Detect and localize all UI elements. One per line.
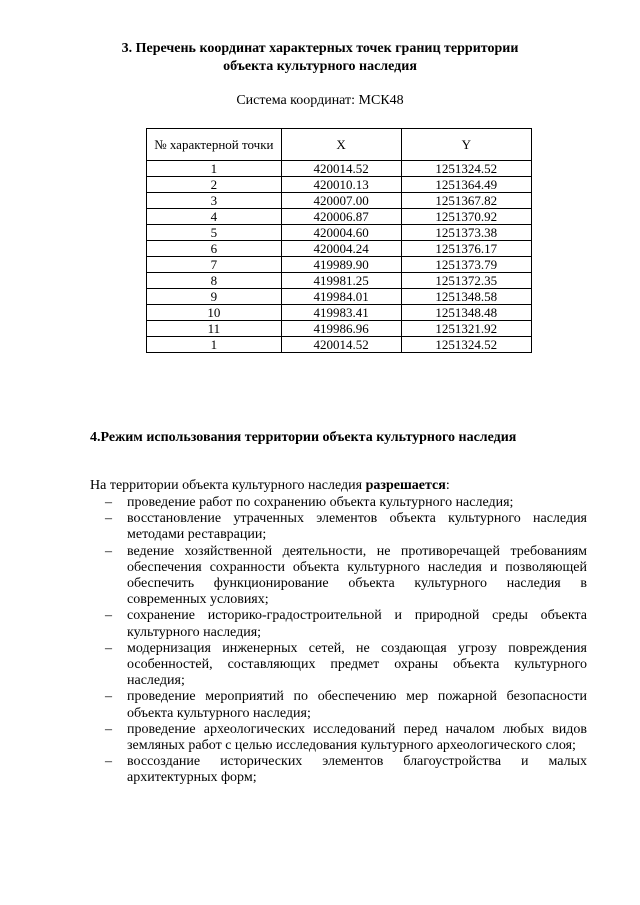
list-item: – проведение работ по сохранению объекта культурного наследия; — [90, 495, 587, 511]
table-row — [147, 289, 532, 305]
table-row — [147, 305, 532, 321]
header-x: X — [281, 129, 401, 161]
header-y: Y — [401, 129, 531, 161]
list-item: – проведение мероприятий по обеспечению мер пожарной безопасности объекта культурного наследия; — [90, 689, 587, 721]
table-row — [147, 177, 532, 193]
cell-point-number: 8 — [147, 273, 282, 289]
cell-point-number: 1 — [147, 161, 282, 177]
cell-x: 419983.41 — [281, 305, 401, 321]
cell-x: 419981.25 — [281, 273, 401, 289]
cell-y: 1251376.17 — [401, 241, 531, 257]
section-4-title: 4.Режим использования территории объекта культурного наследия — [90, 430, 517, 445]
list-item: – сохранение историко-градостроительной и природной среды объекта культурного наследия; — [90, 608, 587, 640]
cell-x: 420004.60 — [281, 225, 401, 241]
cell-point-number: 1 — [147, 337, 282, 353]
permit-intro-tail: : — [445, 478, 450, 493]
cell-y: 1251348.48 — [401, 305, 531, 321]
cell-x: 420014.52 — [281, 337, 401, 353]
cell-y: 1251348.58 — [401, 289, 531, 305]
cell-x: 419986.96 — [281, 321, 401, 337]
cell-point-number: 5 — [147, 225, 282, 241]
coordinates-table — [146, 128, 532, 353]
table-row — [147, 209, 532, 225]
coordinate-system-label: Система координат: МСК48 — [236, 93, 404, 108]
table-row — [147, 193, 532, 209]
cell-point-number: 7 — [147, 257, 282, 273]
table-row — [147, 241, 532, 257]
cell-y: 1251373.38 — [401, 225, 531, 241]
cell-x: 419984.01 — [281, 289, 401, 305]
cell-y: 1251324.52 — [401, 337, 531, 353]
cell-y: 1251372.35 — [401, 273, 531, 289]
permit-intro-bold: разрешается — [365, 478, 446, 493]
table-row — [147, 257, 532, 273]
list-item: – модернизация инженерных сетей, не создающая угрозу повреждения особенностей, составляющих предмет охраны объекта культурного наследия; — [90, 641, 587, 690]
cell-y: 1251367.82 — [401, 193, 531, 209]
list-item: – ведение хозяйственной деятельности, не противоречащей требованиям обеспечения сохранности объекта культурного наследия и позволяющей обеспечить функционирование объекта культурного наследия в современных условиях; — [90, 544, 587, 609]
cell-y: 1251373.79 — [401, 257, 531, 273]
table-row — [147, 273, 532, 289]
cell-x: 420014.52 — [281, 161, 401, 177]
permit-intro — [90, 478, 590, 494]
cell-x: 420010.13 — [281, 177, 401, 193]
table-row — [147, 321, 532, 337]
section-3-title: 3. Перечень координат характерных точек границ территории объекта культурного наследия — [121, 41, 519, 74]
table-row — [147, 225, 532, 241]
cell-point-number: 6 — [147, 241, 282, 257]
permitted-activities-list — [90, 495, 587, 787]
cell-y: 1251321.92 — [401, 321, 531, 337]
list-item: – проведение археологических исследований перед началом любых видов земляных работ с целью исследования культурного археологического слоя; — [90, 722, 587, 754]
cell-x: 419989.90 — [281, 257, 401, 273]
header-point-number: № характерной точки — [147, 129, 282, 161]
table-row — [147, 161, 532, 177]
list-item: – восстановление утраченных элементов объекта культурного наследия методами реставрации; — [90, 511, 587, 543]
cell-point-number: 2 — [147, 177, 282, 193]
cell-y: 1251364.49 — [401, 177, 531, 193]
table-row — [147, 337, 532, 353]
list-item: – воссоздание исторических элементов благоустройства и малых архитектурных форм; — [90, 754, 587, 786]
cell-point-number: 9 — [147, 289, 282, 305]
cell-y: 1251324.52 — [401, 161, 531, 177]
permit-intro-text: На территории объекта культурного наследия — [90, 478, 366, 493]
cell-point-number: 10 — [147, 305, 282, 321]
table-header-row — [147, 129, 532, 161]
cell-x: 420004.24 — [281, 241, 401, 257]
cell-x: 420007.00 — [281, 193, 401, 209]
cell-x: 420006.87 — [281, 209, 401, 225]
cell-point-number: 4 — [147, 209, 282, 225]
cell-point-number: 11 — [147, 321, 282, 337]
cell-y: 1251370.92 — [401, 209, 531, 225]
cell-point-number: 3 — [147, 193, 282, 209]
